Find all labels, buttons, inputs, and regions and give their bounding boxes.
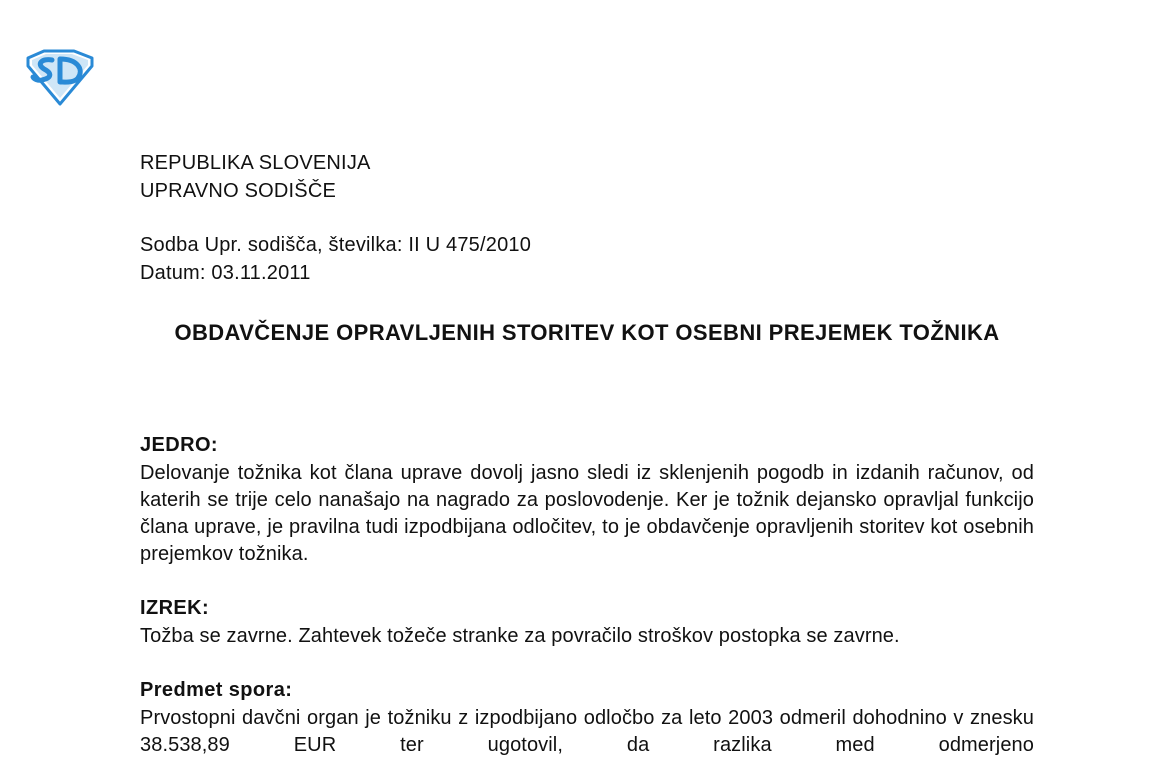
- predmet-heading: Predmet spora:: [140, 679, 293, 701]
- predmet-text: Prvostopni davčni organ je tožniku z izpodbijano odločbo za leto 2003 odmeril dohodnino v znesku 38.538,89 EUR ter ugotovil, da razlika med odmerjeno: [140, 707, 1034, 756]
- republic-label: REPUBLIKA SLOVENIJA: [140, 152, 371, 174]
- case-number: Sodba Upr. sodišča, številka: II U 475/2010: [140, 234, 532, 256]
- izrek-text: Tožba se zavrne. Zahtevek tožeče stranke za povračilo stroškov postopka se zavrne.: [140, 625, 900, 647]
- document-title: OBDAVČENJE OPRAVLJENIH STORITEV KOT OSEBNI PREJEMEK TOŽNIKA: [174, 320, 1000, 345]
- decision-date: Datum: 03.11.2011: [140, 262, 311, 284]
- court-label: UPRAVNO SODIŠČE: [140, 180, 336, 202]
- izrek-heading: IZREK:: [140, 597, 210, 619]
- jedro-heading: JEDRO:: [140, 434, 218, 456]
- sd-logo-icon: [22, 48, 96, 106]
- jedro-text: Delovanje tožnika kot člana uprave dovolj jasno sledi iz sklenjenih pogodb in izdanih računov, od katerih se trije celo nanašajo na nagrado za poslovodenje. Ker je tožnik dejansko opravljal funkcijo člana uprave, je pravilna tudi izpodbijana odločitev, to je obdavčenje opravljenih storitev kot osebnih prejemkov tožnika.: [140, 462, 1034, 565]
